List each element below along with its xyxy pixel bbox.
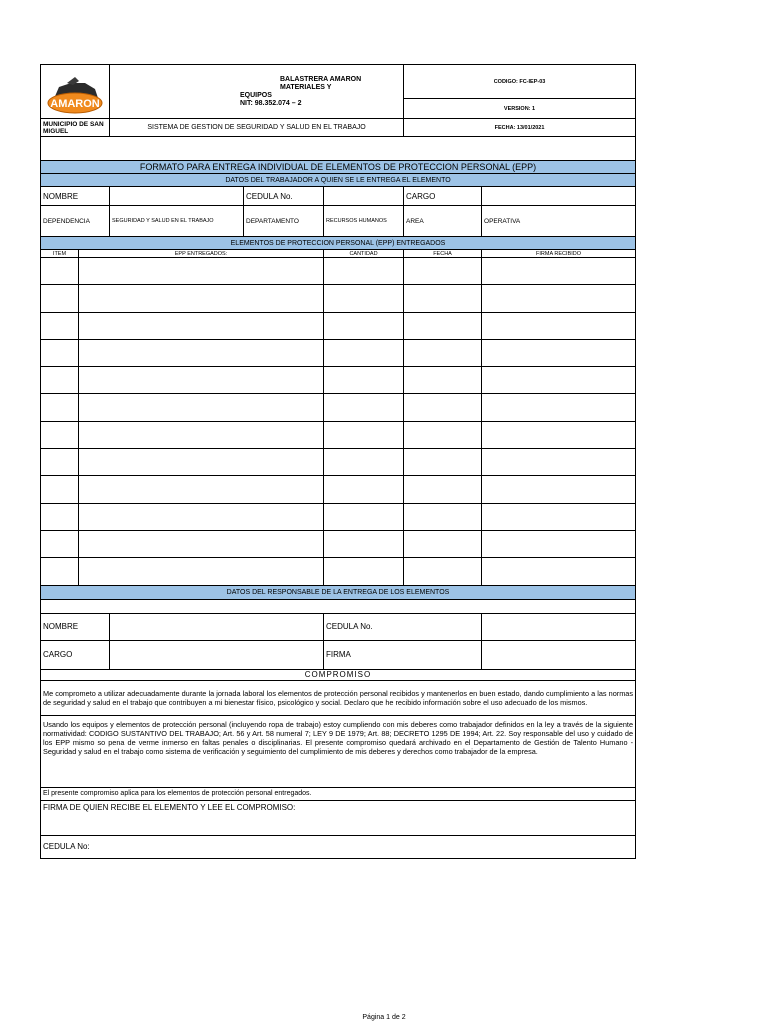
company-nit: NIT: 98.352.074 – 2 (240, 99, 302, 107)
epp-fecha-cell[interactable] (404, 476, 482, 503)
epp-description-cell[interactable] (79, 476, 324, 503)
col-fecha: FECHA (404, 250, 482, 258)
cedula-recibe-field[interactable]: CEDULA No: (41, 835, 636, 858)
trabajador-section-title: DATOS DEL TRABAJADOR A QUIEN SE LE ENTREGA EL ELEMENTO (41, 174, 636, 187)
epp-firma-cell[interactable] (482, 312, 636, 339)
compromiso-paragraph-3: El presente compromiso aplica para los elementos de protección personal entregados. (41, 787, 636, 800)
epp-item-cell[interactable] (41, 558, 79, 585)
col-epp: EPP ENTREGADOS: (79, 250, 324, 258)
epp-item-cell[interactable] (41, 503, 79, 530)
epp-cantidad-cell[interactable] (324, 312, 404, 339)
trabajador-cedula-field[interactable] (324, 187, 404, 206)
responsable-section-title: DATOS DEL RESPONSABLE DE LA ENTREGA DE LOS ELEMENTOS (41, 585, 636, 599)
epp-cantidad-cell[interactable] (324, 339, 404, 366)
col-firma: FIRMA RECIBIDO (482, 250, 636, 258)
epp-firma-cell[interactable] (482, 367, 636, 394)
spacer-row (41, 137, 636, 161)
trabajador-cargo-field[interactable] (482, 187, 636, 206)
epp-description-cell[interactable] (79, 449, 324, 476)
epp-item-cell[interactable] (41, 258, 79, 285)
form-table (40, 64, 636, 859)
epp-firma-cell[interactable] (482, 339, 636, 366)
epp-item-cell[interactable] (41, 530, 79, 557)
epp-item-cell[interactable] (41, 449, 79, 476)
form-title: FORMATO PARA ENTREGA INDIVIDUAL DE ELEMENTOS DE PROTECCION PERSONAL (EPP) (41, 161, 636, 174)
trabajador-nombre-label: NOMBRE (41, 187, 110, 206)
departamento-label: DEPARTAMENTO (244, 206, 324, 237)
epp-firma-cell[interactable] (482, 503, 636, 530)
col-cantidad: CANTIDAD (324, 250, 404, 258)
sistema-cell: SISTEMA DE GESTION DE SEGURIDAD Y SALUD EN EL TRABAJO (110, 119, 404, 137)
codigo-cell: CODIGO: FC-IEP-03 (404, 65, 636, 99)
epp-cantidad-cell[interactable] (324, 285, 404, 312)
epp-rows (41, 258, 636, 586)
epp-firma-cell[interactable] (482, 258, 636, 285)
epp-fecha-cell[interactable] (404, 258, 482, 285)
epp-item-cell[interactable] (41, 285, 79, 312)
epp-row (41, 258, 636, 285)
epp-row (41, 421, 636, 448)
responsable-cargo-field[interactable] (110, 640, 324, 669)
company-name-line1: BALASTRERA AMARON MATERIALES Y (280, 75, 362, 91)
epp-fecha-cell[interactable] (404, 503, 482, 530)
epp-row (41, 367, 636, 394)
epp-fecha-cell[interactable] (404, 339, 482, 366)
municipio-cell: MUNICIPIO DE SAN MIGUEL (41, 119, 110, 137)
epp-description-cell[interactable] (79, 339, 324, 366)
epp-row (41, 449, 636, 476)
col-item: ITEM (41, 250, 79, 258)
responsable-cedula-label: CEDULA No. (324, 613, 482, 640)
epp-firma-cell[interactable] (482, 421, 636, 448)
trabajador-nombre-field[interactable] (110, 187, 244, 206)
epp-description-cell[interactable] (79, 394, 324, 421)
fecha-cell: FECHA: 13/01/2021 (404, 119, 636, 137)
company-name-line2: EQUIPOS (240, 91, 272, 99)
compromiso-paragraph-1: Me comprometo a utilizar adecuadamente durante la jornada laboral los elementos de protección personal recibidos y mantenerlos en buen estado, dando cumplimiento a las normas de seguridad y salud en el trabajo que contribuyen a mi bienestar físico, psicológico y social. Declaro que he recibido información sobre el uso adecuado de los mismos. (41, 680, 636, 715)
compromiso-paragraph-2: Usando los equipos y elementos de protección personal (incluyendo ropa de trabajo) estoy cumpliendo con mis deberes como trabajador definidos en la ley a través de la siguiente normatividad: CODIGO SUSTANTIVO DEL TRABAJO; Art. 56 y Art. 58 numeral 7; LEY 9 DE 1979; Art. 88; DECRETO 1295 DE 1994; Art. 22. Soy responsable del uso y cuidado de los EPP mismo so pena de verme inmerso en faltas penales o disciplinarias. El presente compromiso quedará archivado en el Departamento de Gestión de Talento Humano - Seguridad y salud en el trabajo como sistema de verificación y seguimiento del cumplimiento de mis deberes y derechos como trabajador de la empresa. (41, 715, 636, 787)
epp-firma-cell[interactable] (482, 285, 636, 312)
epp-fecha-cell[interactable] (404, 421, 482, 448)
amaron-logo (45, 75, 105, 115)
epp-fecha-cell[interactable] (404, 394, 482, 421)
dependencia-label: DEPENDENCIA (41, 206, 110, 237)
epp-firma-cell[interactable] (482, 558, 636, 585)
epp-fecha-cell[interactable] (404, 312, 482, 339)
epp-row (41, 394, 636, 421)
page-footer: Página 1 de 2 (362, 1014, 406, 1021)
epp-cantidad-cell[interactable] (324, 558, 404, 585)
responsable-nombre-label: NOMBRE (41, 613, 110, 640)
epp-item-cell[interactable] (41, 476, 79, 503)
epp-cantidad-cell[interactable] (324, 503, 404, 530)
logo-text: AMARON (50, 97, 100, 110)
trabajador-cargo-label: CARGO (404, 187, 482, 206)
epp-description-cell[interactable] (79, 285, 324, 312)
epp-description-cell[interactable] (79, 421, 324, 448)
epp-form (40, 64, 635, 859)
epp-row (41, 339, 636, 366)
logo-cell (41, 65, 110, 119)
firma-recibe-field[interactable]: FIRMA DE QUIEN RECIBE EL ELEMENTO Y LEE EL COMPROMISO: (41, 800, 636, 835)
epp-row (41, 476, 636, 503)
trabajador-cedula-label: CEDULA No. (244, 187, 324, 206)
responsable-firma-field[interactable] (482, 640, 636, 669)
epp-row (41, 558, 636, 585)
epp-firma-cell[interactable] (482, 530, 636, 557)
epp-description-cell[interactable] (79, 312, 324, 339)
epp-cantidad-cell[interactable] (324, 476, 404, 503)
epp-cantidad-cell[interactable] (324, 421, 404, 448)
epp-firma-cell[interactable] (482, 449, 636, 476)
company-info (110, 65, 404, 119)
epp-section-title: ELEMENTOS DE PROTECCION PERSONAL (EPP) ENTREGADOS (41, 237, 636, 250)
area-value: OPERATIVA (482, 206, 636, 237)
epp-row (41, 530, 636, 557)
responsable-cargo-label: CARGO (41, 640, 110, 669)
epp-row (41, 503, 636, 530)
responsable-cedula-field[interactable] (482, 613, 636, 640)
epp-item-cell[interactable] (41, 421, 79, 448)
epp-fecha-cell[interactable] (404, 558, 482, 585)
epp-description-cell[interactable] (79, 367, 324, 394)
epp-row (41, 312, 636, 339)
epp-description-cell[interactable] (79, 530, 324, 557)
epp-fecha-cell[interactable] (404, 449, 482, 476)
epp-item-cell[interactable] (41, 367, 79, 394)
epp-item-cell[interactable] (41, 312, 79, 339)
responsable-firma-label: FIRMA (324, 640, 482, 669)
epp-firma-cell[interactable] (482, 394, 636, 421)
epp-cantidad-cell[interactable] (324, 530, 404, 557)
epp-cantidad-cell[interactable] (324, 449, 404, 476)
epp-cantidad-cell[interactable] (324, 258, 404, 285)
version-cell: VERSION: 1 (404, 99, 636, 119)
epp-item-cell[interactable] (41, 394, 79, 421)
epp-description-cell[interactable] (79, 558, 324, 585)
epp-fecha-cell[interactable] (404, 367, 482, 394)
epp-cantidad-cell[interactable] (324, 367, 404, 394)
spacer-row-2 (41, 599, 636, 613)
epp-item-cell[interactable] (41, 339, 79, 366)
epp-row (41, 285, 636, 312)
area-label: AREA (404, 206, 482, 237)
epp-fecha-cell[interactable] (404, 285, 482, 312)
dependencia-value: SEGURIDAD Y SALUD EN EL TRABAJO (110, 206, 244, 237)
departamento-value: RECURSOS HUMANOS (324, 206, 404, 237)
epp-description-cell[interactable] (79, 258, 324, 285)
epp-description-cell[interactable] (79, 503, 324, 530)
epp-fecha-cell[interactable] (404, 530, 482, 557)
compromiso-title: COMPROMISO (41, 669, 636, 680)
epp-firma-cell[interactable] (482, 476, 636, 503)
epp-cantidad-cell[interactable] (324, 394, 404, 421)
responsable-nombre-field[interactable] (110, 613, 324, 640)
